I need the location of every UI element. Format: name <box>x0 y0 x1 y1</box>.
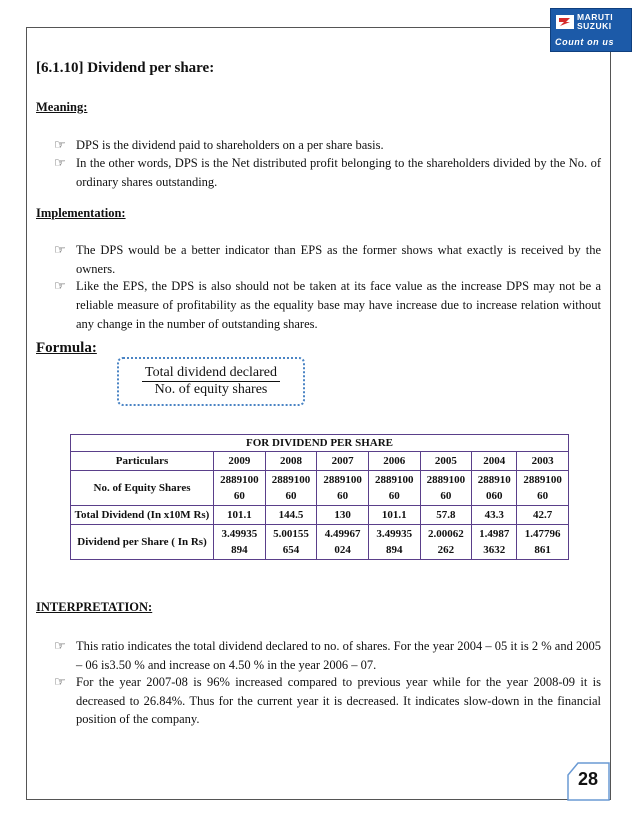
page-number-badge <box>566 761 610 801</box>
table-row <box>71 525 569 560</box>
table-cell: 2889100 60 <box>420 471 472 506</box>
table-cell: 2889100 60 <box>517 471 569 506</box>
table-cell: 5.00155 654 <box>265 525 317 560</box>
hand-pointing-icon: ☞ <box>54 137 66 152</box>
page-number: 28 <box>577 769 599 789</box>
formula-denominator: No. of equity shares <box>154 382 268 397</box>
table-header-label: Particulars <box>71 452 214 471</box>
table-cell: 2889100 60 <box>317 471 369 506</box>
row-label: No. of Equity Shares <box>71 471 214 506</box>
row-label: Total Dividend (In x10M Rs) <box>71 506 214 525</box>
dividend-table <box>70 434 569 560</box>
logo-tagline: Count on us <box>555 37 615 47</box>
table-cell: 101.1 <box>368 506 420 525</box>
section-title: [6.1.10] Dividend per share: <box>36 60 215 76</box>
meaning-heading: Meaning: <box>36 100 88 114</box>
company-logo <box>550 8 632 52</box>
hand-pointing-icon: ☞ <box>54 278 66 293</box>
table-cell: 130 <box>317 506 369 525</box>
hand-pointing-icon: ☞ <box>54 674 66 689</box>
interpretation-point-1: This ratio indicates the total dividend declared to no. of shares. For the year 2004 – 05 it is 2 % and 2005 – 06 is3.50 % and increase on 4.50 % in the year 2006 – 07. <box>76 639 601 672</box>
formula-heading: Formula: <box>36 340 97 356</box>
table-cell: 1.47796 861 <box>517 525 569 560</box>
table-cell: 57.8 <box>420 506 472 525</box>
year-header: 2004 <box>472 452 517 471</box>
year-header: 2008 <box>265 452 317 471</box>
table-cell: 2889100 60 <box>368 471 420 506</box>
implementation-point-2: Like the EPS, the DPS is also should not be taken at its face value as the increase DPS may not be a reliable measure of profitability as the equality base may have increase due to increase relation without any change in the number of outstanding shares. <box>76 279 601 331</box>
table-row <box>71 471 569 506</box>
interpretation-point-2: For the year 2007-08 is 96% increased compared to previous year while for the year 2008-09 it is decreased to 26.84%. Thus for the current year it is decreased. It indicates slow-down in the financial position of the company. <box>76 675 601 726</box>
logo-brand-line1: MARUTI <box>577 12 614 22</box>
hand-pointing-icon: ☞ <box>54 242 66 257</box>
table-cell: 42.7 <box>517 506 569 525</box>
formula-box <box>117 357 305 406</box>
suzuki-s-icon <box>556 15 574 29</box>
meaning-point-2: In the other words, DPS is the Net distributed profit belonging to the shareholders divided by the No. of ordinary shares outstanding. <box>76 156 601 189</box>
table-cell: 144.5 <box>265 506 317 525</box>
meaning-point-1: DPS is the dividend paid to shareholders on a per share basis. <box>76 138 384 152</box>
table-caption: FOR DIVIDEND PER SHARE <box>71 435 569 452</box>
year-header: 2009 <box>214 452 266 471</box>
year-header: 2007 <box>317 452 369 471</box>
implementation-point-1: The DPS would be a better indicator than EPS as the former shows what exactly is received by the owners. <box>76 243 601 276</box>
table-cell: 2889100 60 <box>214 471 266 506</box>
table-cell: 2.00062 262 <box>420 525 472 560</box>
year-header: 2003 <box>517 452 569 471</box>
year-header: 2005 <box>420 452 472 471</box>
formula-numerator: Total dividend declared <box>145 365 277 380</box>
table-cell: 2889100 60 <box>265 471 317 506</box>
table-cell: 4.49967 024 <box>317 525 369 560</box>
table-cell: 43.3 <box>472 506 517 525</box>
table-cell: 288910 060 <box>472 471 517 506</box>
hand-pointing-icon: ☞ <box>54 155 66 170</box>
table-row <box>71 506 569 525</box>
table-cell: 3.49935 894 <box>368 525 420 560</box>
table-cell: 101.1 <box>214 506 266 525</box>
logo-brand-line2: SUZUKI <box>577 21 612 31</box>
interpretation-heading: INTERPRETATION: <box>36 600 153 614</box>
hand-pointing-icon: ☞ <box>54 638 66 653</box>
table-cell: 3.49935 894 <box>214 525 266 560</box>
table-cell: 1.4987 3632 <box>472 525 517 560</box>
implementation-heading: Implementation: <box>36 206 126 220</box>
row-label: Dividend per Share ( In Rs) <box>71 525 214 560</box>
year-header: 2006 <box>368 452 420 471</box>
